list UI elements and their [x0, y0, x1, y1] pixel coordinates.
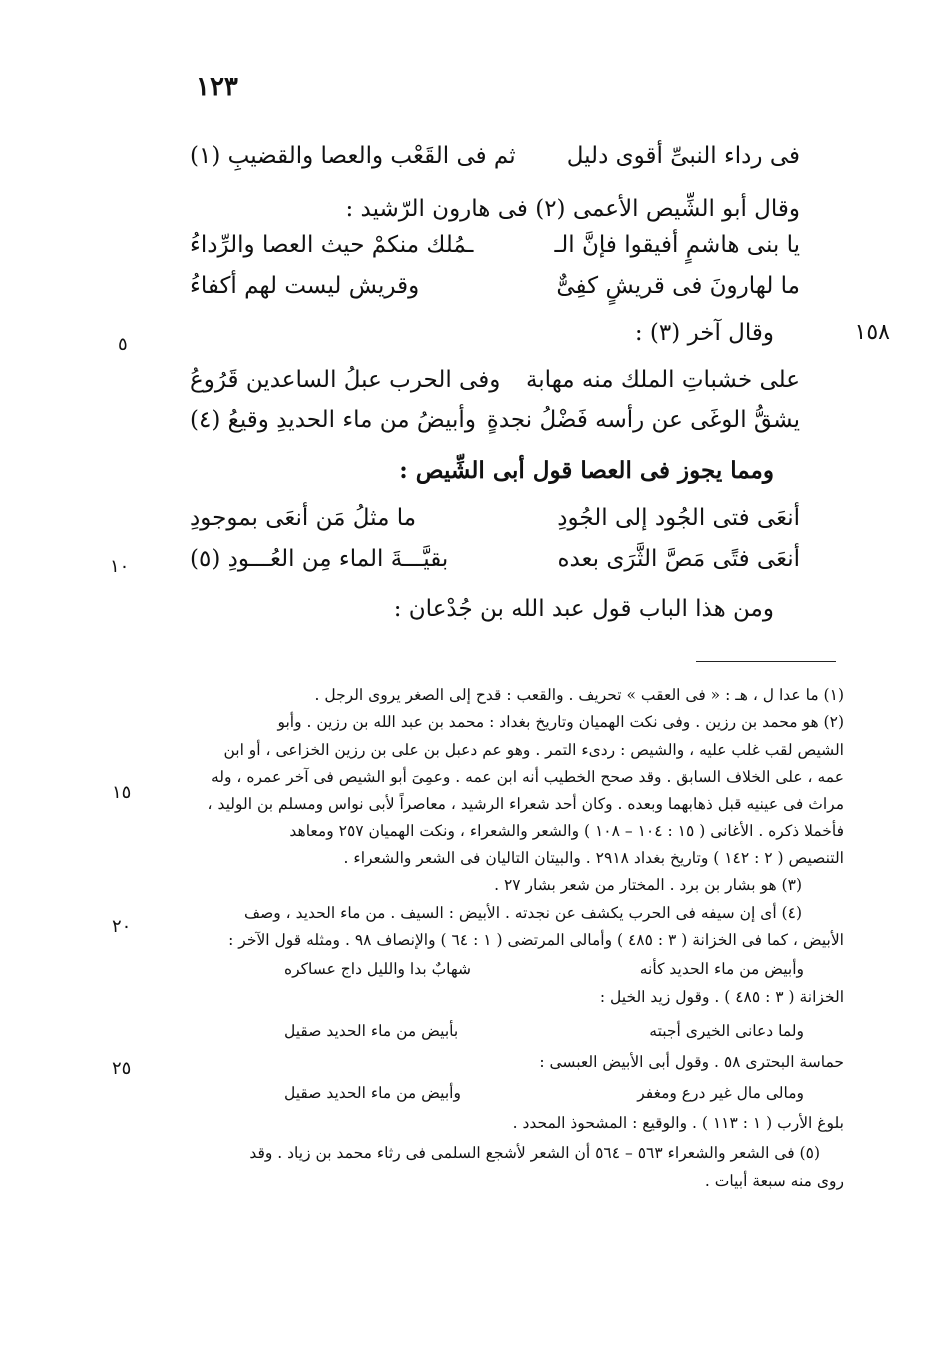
- intro-line: وقال آخر (٣) :: [634, 320, 774, 346]
- verse-line: [190, 232, 800, 266]
- verse-second-hemistich: وقريش ليست لهم أكفاءُ: [190, 273, 420, 299]
- verse-line: [190, 505, 800, 539]
- verse-line: [190, 546, 800, 580]
- footnote-line: الشيص لقب غلب عليه ، والشيص : ردىء التمر . وهو عم دعبل بن على بن رزين الخزاعى ، أو ابن: [223, 741, 844, 759]
- section-heading: ومما يجوز فى العصا قول أبى الشِّيص :: [399, 457, 774, 484]
- verse-second-hemistich: شهابٌ بدا والليل داج عساكره: [284, 960, 472, 978]
- footnote-verse: [284, 1022, 844, 1046]
- footnote-line: (٥) فى الشعر والشعراء ٥٦٣ – ٥٦٤ أن الشعر لأشجع السلمى فى رثاء محمد بن زياد . وقد: [249, 1144, 820, 1162]
- verse-second-hemistich: وأبيضُ من ماء الحديدِ وقيعُ (٤): [190, 407, 476, 433]
- footnote-line: عمه ، على الخلاف السابق . وقد صحح الخطيب أنه ابن عمه . وعمِىَ أبو الشيص فى آخر عمره ، وله: [210, 768, 844, 786]
- verse-first-hemistich: أنعَى فتى الجُود إلى الجُودِ: [557, 505, 800, 531]
- footnote-line: روى منه سبعة أبيات .: [704, 1172, 844, 1190]
- verse-first-hemistich: على خشباتِ الملك منه مهابة: [525, 367, 800, 393]
- verse-line: [190, 273, 800, 307]
- verse-second-hemistich: ثم فى القَعْب والعصا والقضيبِ (١): [190, 143, 516, 169]
- verse-second-hemistich: وفى الحرب عبلُ الساعدين قَرُوعُ: [190, 367, 501, 393]
- line-marker: ١٥: [112, 782, 132, 803]
- verse-second-hemistich: ما مثلُ مَن أنعَى بموجودِ: [190, 505, 417, 531]
- footnote-line: الخزانة ( ٣ : ٤٨٥ ) . وقول زيد الخيل :: [599, 988, 844, 1006]
- verse-first-hemistich: ما لهارونَ فى قريشٍ كفِىٌّ: [556, 273, 800, 299]
- footnote-line: مراث فى عينيه قبل ذهابهما وبعده . وكان أحد شعراء الرشيد ، معاصراً لأبى نواس ومسلم بن الوليد ،: [207, 795, 844, 813]
- verse-first-hemistich: وأبيض من ماء الحديد كأنه: [639, 960, 804, 978]
- verse-line: [190, 407, 800, 441]
- verse-second-hemistich: ـمُلك منكمْ حيث العصا والرِّداءُ: [190, 232, 474, 258]
- verse-second-hemistich: بأبيض من ماء الحديد صقيل: [284, 1022, 459, 1040]
- intro-line: وقال أبو الشِّيص الأعمى (٢) فى هارون الرّشيد :: [345, 196, 800, 222]
- footnote-line: بلوغ الأرب ( ١ : ١١٣ ) . والوقيع : المشحوذ المحدد .: [512, 1114, 844, 1132]
- footnote-line: (٤) أى إن سيفه فى الحرب يكشف عن نجدته . الأبيض : السيف . من ماء الحديد ، وصف: [244, 904, 802, 922]
- closing-line: ومن هذا الباب قول عبد الله بن جُدْعان :: [393, 596, 774, 622]
- footnote-line: (٢) هو محمد بن رزين . وفى نكت الهميان وتاريخ بغداد : محمد بن عبد الله بن رزين . وأبو: [277, 713, 844, 731]
- verse-first-hemistich: يا بنى هاشمٍ أفيقوا فإنَّ الـ: [554, 232, 800, 258]
- verse-first-hemistich: يشقُّ الوغَى عن رأسه فَضْلُ نجدةٍ: [486, 407, 800, 433]
- verse-line: [190, 367, 800, 401]
- verse-second-hemistich: بقيَّـــةَ الماء مِن العُـــودِ (٥): [190, 546, 449, 572]
- footnote-line: فأخملا ذكره . الأغانى ( ١٥ : ١٠٤ – ١٠٨ ) والشعر والشعراء ، ونكت الهميان ٢٥٧ ومعاهد: [289, 822, 844, 840]
- footnote-line: التنصيص ( ٢ : ١٤٢ ) وتاريخ بغداد ٢٩١٨ . والبيتان التاليان فى الشعر والشعراء .: [343, 849, 844, 867]
- verse-first-hemistich: ولما دعانى الخيرى أجبته: [649, 1022, 804, 1040]
- footnote-verse: [284, 1084, 844, 1108]
- page-number: ١٢٣: [196, 72, 238, 102]
- verse-first-hemistich: ومالى مال غير درع ومغفر: [637, 1084, 804, 1102]
- footnote-line: الأبيض ، كما فى الخزانة ( ٣ : ٤٨٥ ) وأمالى المرتضى ( ١ : ٦٤ ) والإنصاف ٩٨ . ومثله قول الآخر :: [228, 931, 844, 949]
- footnote-line: (٣) هو بشار بن برد . المختار من شعر بشار ٢٧ .: [494, 876, 802, 894]
- line-marker: ٢٥: [112, 1058, 132, 1079]
- footnote-verse: [284, 960, 844, 984]
- verse-first-hemistich: فى رداء النبىِّ أقوى دليل: [566, 143, 800, 169]
- verse-second-hemistich: وأبيض من ماء الحديد صقيل: [284, 1084, 461, 1102]
- line-marker: ١٠: [110, 556, 130, 577]
- line-marker: ٢٠: [112, 916, 132, 937]
- verse-line: [190, 143, 800, 177]
- footnote-separator: [696, 661, 836, 662]
- line-marker: ٥: [118, 334, 128, 355]
- verse-first-hemistich: أنعَى فتًى مَصَّ الثَّرَى بعده: [557, 546, 800, 572]
- entry-number: ١٥٨: [854, 320, 890, 345]
- footnote-line: حماسة البحترى ٥٨ . وقول أبى الأبيض العبسى :: [539, 1053, 844, 1071]
- footnote-line: (١) ما عدا ل ، هـ : « فى العقب » تحريف . والقعب : قدح إلى الصغر يروى الرجل .: [314, 686, 844, 704]
